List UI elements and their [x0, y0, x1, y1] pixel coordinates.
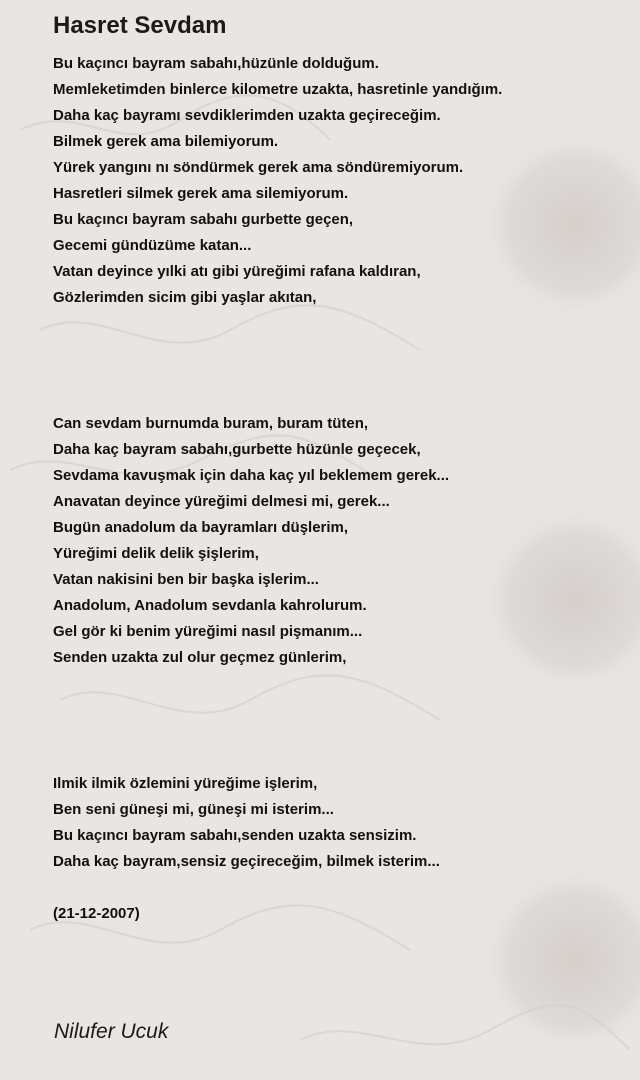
poem-line: Senden uzakta zul olur geçmez günlerim,: [53, 649, 347, 666]
poem-line: Memleketimden binlerce kilometre uzakta, hasretinle yandığım.: [53, 81, 503, 98]
poem-line: Bu kaçıncı bayram sabahı,senden uzakta sensizim.: [53, 827, 417, 844]
poem-line: Anavatan deyince yüreğimi delmesi mi, gerek...: [53, 493, 390, 510]
poem-line: Daha kaç bayramı sevdiklerimden uzakta geçireceğim.: [53, 107, 441, 124]
stanza-1: [53, 51, 502, 311]
poem-line: Gecemi gündüzüme katan...: [53, 237, 252, 254]
poem-line: Gözlerimden sicim gibi yaşlar akıtan,: [53, 289, 317, 306]
poem-line: Yüreğimi delik delik şişlerim,: [53, 545, 259, 562]
poem-line: Bu kaçıncı bayram sabahı,hüzünle dolduğum.: [53, 55, 379, 72]
poem-line: Bugün anadolum da bayramları düşlerim,: [53, 519, 349, 536]
stanza-3: [53, 771, 440, 875]
poem-line: Yürek yangını nı söndürmek gerek ama söndüremiyorum.: [53, 159, 464, 176]
poem-line: Sevdama kavuşmak için daha kaç yıl beklemem gerek...: [53, 467, 450, 484]
poem-line: Anadolum, Anadolum sevdanla kahrolurum.: [53, 597, 367, 614]
poem-author: Nilufer Ucuk: [54, 1020, 169, 1043]
poem-line: Ilmik ilmik özlemini yüreğime işlerim,: [53, 775, 318, 792]
poem-line: Bilmek gerek ama bilemiyorum.: [53, 133, 279, 150]
poem-date: (21-12-2007): [53, 905, 140, 922]
poem-line: Vatan nakisini ben bir başka işlerim...: [53, 571, 319, 588]
stanza-2: [53, 411, 449, 671]
poem-line: Hasretleri silmek gerek ama silemiyorum.: [53, 185, 349, 202]
poem-line: Daha kaç bayram,sensiz geçireceğim, bilmek isterim...: [53, 853, 440, 870]
poem-line: Bu kaçıncı bayram sabahı gurbette geçen,: [53, 211, 354, 228]
poem-line: Ben seni güneşi mi, güneşi mi isterim...: [53, 801, 334, 818]
poem-line: Vatan deyince yılki atı gibi yüreğimi rafana kaldıran,: [53, 263, 421, 280]
poem-line: Gel gör ki benim yüreğimi nasıl pişmanım...: [53, 623, 363, 640]
poem-line: Can sevdam burnumda buram, buram tüten,: [53, 415, 369, 432]
poem-line: Daha kaç bayram sabahı,gurbette hüzünle geçecek,: [53, 441, 421, 458]
poem-title: Hasret Sevdam: [53, 12, 227, 39]
